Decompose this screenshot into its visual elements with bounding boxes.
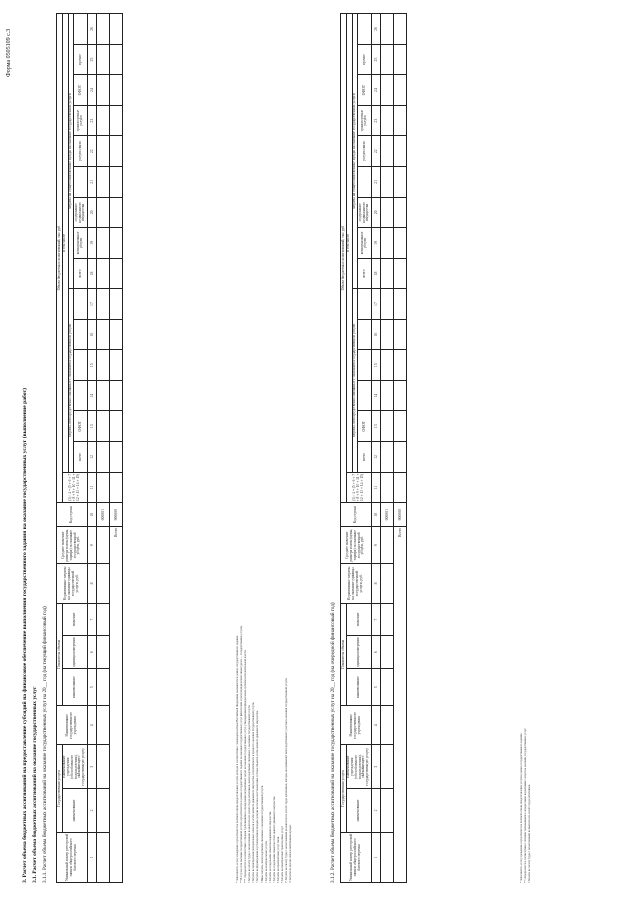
header-vsego: всего bbox=[358, 442, 371, 473]
header-transport: транспортные услуги bbox=[358, 105, 371, 136]
col-num: 13 bbox=[87, 411, 96, 442]
col-num: 17 bbox=[87, 289, 96, 320]
footnote: ⁷ Затраты на содержание объектов особо ценного движимого имущества. bbox=[272, 795, 276, 883]
header-cell bbox=[74, 14, 87, 45]
header-naim-uchr: Наименование государственного учреждения bbox=[57, 706, 88, 745]
footnotes-block-2 bbox=[520, 343, 532, 883]
header-cell bbox=[358, 319, 371, 350]
footnote: ² Затраты на приобретение материальных запасов и особо ценного движимого имущества, потребляемого в процессе оказания государственной услуги. bbox=[252, 701, 256, 883]
col-num: 19 bbox=[87, 228, 96, 259]
col-num: 21 bbox=[371, 167, 380, 198]
header-naim-uchr: Наименование государственного учреждения bbox=[341, 706, 372, 745]
footnote: ⁹ Затраты на приобретение транспортных услуг. bbox=[281, 825, 285, 883]
col-num: 23 bbox=[87, 105, 96, 136]
col-num: 9 bbox=[371, 527, 380, 564]
col-num: 26 bbox=[371, 14, 380, 45]
col-num: 7 bbox=[87, 603, 96, 636]
header-svyaz: услуги связи bbox=[358, 136, 371, 167]
col-num: 22 bbox=[87, 136, 96, 167]
col-num: 23 bbox=[371, 105, 380, 136]
table2-title: 3.1.2. Расчет объема бюджетных ассигнований на оказание государственных услуг на 20__ год (на очередной финансовый год) bbox=[330, 602, 336, 883]
col-num: 5 bbox=[87, 669, 96, 706]
footnote: ¹ Затраты на оплату труда с начислениями на выплаты по оплате труда работников, непосредственно связанных с оказанием государственной услуги. bbox=[248, 704, 252, 883]
row-code: 900000 bbox=[393, 503, 406, 527]
header-naim-pok: наименование bbox=[346, 669, 371, 706]
col-num: 22 bbox=[371, 136, 380, 167]
header-kom-usl: коммунальные услуги bbox=[74, 228, 87, 259]
header-pokazatel: Показатель объема bbox=[341, 603, 347, 706]
col-num: 24 bbox=[87, 75, 96, 106]
total-label: Всего bbox=[109, 527, 122, 883]
header-naimenovanie: наименование bbox=[346, 789, 371, 833]
header-zatraty-okaz: затраты, непосредственно связанные с оказанием государственной услуги bbox=[68, 289, 74, 472]
header-zatraty-obshie: затраты на общехозяйственные нужды на оказание государственной услуги bbox=[352, 14, 358, 289]
col-num: 12 bbox=[87, 442, 96, 473]
footnote: * Заполняется, если учреждение осуществляет на платной основе предоставление услуги в рамках государственного задания. bbox=[520, 732, 523, 883]
header-sred-znach: Среднее значение размера платы (цены, тарифа) за оказание государственной услуги, руб. bbox=[57, 527, 88, 564]
header-sred-znach: Среднее значение размера платы (цены, тарифа) за оказание государственной услуги, руб. bbox=[341, 527, 372, 564]
header-kod-str: Код строки bbox=[57, 503, 88, 527]
column-number-row bbox=[87, 14, 96, 883]
col-num: 1 bbox=[371, 832, 380, 882]
footnote: ⁸ Затраты на приобретение услуг связи. bbox=[276, 836, 280, 883]
header-cell bbox=[358, 350, 371, 381]
col-num: 26 bbox=[87, 14, 96, 45]
footnotes-block bbox=[236, 343, 293, 883]
header-cell bbox=[358, 14, 371, 45]
header-soderzh: содержание недвижимого имущества bbox=[358, 197, 371, 228]
col-num: 18 bbox=[371, 258, 380, 289]
header-ustanovlennye: Наименование учреждения (обособленного подразделения), оказывающего государственную услугу bbox=[346, 745, 371, 789]
header-prochie: прочие bbox=[358, 44, 371, 75]
col-num: 18 bbox=[87, 258, 96, 289]
col-num: 14 bbox=[371, 380, 380, 411]
table1-title: 3.1.1. Расчет объема бюджетных ассигнований на оказание государственных услуг на 20__ год (на текущий финансовый год) bbox=[42, 606, 48, 883]
header-normativ: Нормативные затраты на оказание единицы государственной услуги, руб. bbox=[341, 564, 372, 603]
col-num: 13 bbox=[371, 411, 380, 442]
header-kom-usl: коммунальные услуги bbox=[358, 228, 371, 259]
col-num: 8 bbox=[371, 564, 380, 603]
header-ofot: ОФОТ bbox=[358, 75, 371, 106]
header-svyaz: услуги связи bbox=[74, 136, 87, 167]
form-code: Форма 0505109 с.3 bbox=[6, 28, 12, 77]
col-num: 16 bbox=[87, 319, 96, 350]
row-code: 000001 bbox=[380, 503, 393, 527]
header-uin: Уникальный номер реестровой записи общероссийского базового перечня bbox=[341, 832, 372, 882]
column-number-row bbox=[371, 14, 380, 883]
header-cell bbox=[358, 380, 371, 411]
col-num: 9 bbox=[87, 527, 96, 564]
col-num: 11 bbox=[87, 472, 96, 503]
header-naim-pok: наименование bbox=[62, 669, 87, 706]
col-num: 4 bbox=[87, 706, 96, 745]
header-ofot: ОФОТ bbox=[74, 411, 87, 442]
col-num: 5 bbox=[371, 669, 380, 706]
col-num: 24 bbox=[371, 75, 380, 106]
col-num: 6 bbox=[87, 636, 96, 669]
header-cell bbox=[74, 380, 87, 411]
header-vsego: всего bbox=[74, 442, 87, 473]
header-vsego: всего bbox=[74, 258, 87, 289]
header-uin: Уникальный номер реестровой записи общероссийского базового перечня bbox=[57, 832, 88, 882]
table-row bbox=[380, 14, 393, 883]
header-obem: Объем бюджетных ассигнований, тыс руб bbox=[57, 14, 63, 503]
header-pokazatel: Показатель объема bbox=[57, 603, 63, 706]
header-gos-usluga: Государственная услуга bbox=[57, 745, 63, 832]
header-vsego-formula: (3) / 4 = (5 + 6 + 7 + 8 + 9 + 10 + 11 + 12 + 13 + 14 + 15) bbox=[62, 472, 87, 503]
header-cell bbox=[74, 319, 87, 350]
row-code: 900000 bbox=[109, 503, 122, 527]
header-gos-usluga: Государственная услуга bbox=[341, 745, 347, 832]
footnote: ** В случае если оказание государственной услуги осуществляется в рамках государственного задания на оказание государственных услуг физическим и (или) юридическим лицам (далее — государственная услуга). bbox=[240, 625, 244, 883]
col-num: 11 bbox=[371, 472, 380, 503]
footnote: ⁴ Иные затраты, непосредственно связанные с оказанием государственной услуги. bbox=[260, 784, 264, 883]
col-num: 17 bbox=[371, 289, 380, 320]
table-row bbox=[96, 14, 109, 883]
header-znachenie: значение bbox=[346, 603, 371, 636]
header-v-tom-chisle: в том числе bbox=[62, 14, 68, 473]
row-code: 000001 bbox=[96, 503, 109, 527]
footnote: ⁵ Затраты на коммунальные услуги. bbox=[264, 840, 268, 883]
header-normativ: Нормативные затраты на оказание единицы государственной услуги, руб. bbox=[57, 564, 88, 603]
col-num: 25 bbox=[87, 44, 96, 75]
header-obem: Объем бюджетных ассигнований, тыс руб bbox=[341, 14, 347, 503]
header-cell bbox=[74, 167, 87, 198]
col-num: 25 bbox=[371, 44, 380, 75]
col-num: 21 bbox=[87, 167, 96, 198]
footnote: ** Определяется в соответствии с общими требованиями к определению нормативных затрат на оказание государственных услуг. bbox=[524, 727, 528, 883]
header-ustanovlennye: Наименование учреждения (обособленного подразделения), оказывающего государственную услугу bbox=[62, 745, 87, 789]
footnote: ¹ Затраты на оплату труда с начислениями на выплаты по оплате труда работников. bbox=[528, 784, 532, 883]
calculation-table-current-year bbox=[56, 13, 123, 883]
header-cell bbox=[74, 350, 87, 381]
calculation-table-next-year bbox=[340, 13, 407, 883]
header-zatraty-okaz: затраты, непосредственно связанные с оказанием государственной услуги bbox=[352, 289, 358, 472]
header-zatraty-obshie: затраты на общехозяйственные нужды на оказание государственной услуги bbox=[68, 14, 74, 289]
header-ed-izm: единица измерения bbox=[62, 636, 87, 669]
col-num: 10 bbox=[87, 503, 96, 527]
col-num: 14 bbox=[87, 380, 96, 411]
footnote: ³ Затраты на формирование в установленном порядке резерва на полное восстановление состава объектов особо ценного движимого имущества. bbox=[256, 710, 260, 883]
header-ofot: ОФОТ bbox=[358, 411, 371, 442]
col-num: 3 bbox=[87, 745, 96, 789]
col-num: 7 bbox=[371, 603, 380, 636]
col-num: 3 bbox=[371, 745, 380, 789]
footnote: *** Определяется в соответствии с общими требованиями к определению нормативных затрат на оказание государственных услуг, утвержденными федеральным органом исполнительной власти. bbox=[244, 649, 248, 883]
header-kod-str: Код строки bbox=[341, 503, 372, 527]
section-title: 3. Расчет объема бюджетных ассигнований на предоставление субсидий на финансовое обеспечение выполнения государственного задания на оказание государственных услуг (выполнение работ) bbox=[22, 387, 28, 883]
header-znachenie: значение bbox=[62, 603, 87, 636]
col-num: 16 bbox=[371, 319, 380, 350]
col-num: 6 bbox=[371, 636, 380, 669]
header-prochie: прочие bbox=[74, 44, 87, 75]
footnote: ⁶ Затраты на содержание объектов недвижимого имущества. bbox=[268, 811, 272, 883]
header-vsego-formula: (3) / 4 = (5 + 6 + 7 + 8 + 9 + 10 + 11 + 12 + 13 + 14 + 15) bbox=[346, 472, 371, 503]
col-num: 19 bbox=[371, 228, 380, 259]
col-num: 20 bbox=[87, 197, 96, 228]
col-num: 4 bbox=[371, 706, 380, 745]
header-soderzh: содержание недвижимого имущества bbox=[74, 197, 87, 228]
col-num: 2 bbox=[371, 789, 380, 833]
header-transport: транспортные услуги bbox=[74, 105, 87, 136]
footnote: ¹¹ Затраты на прочие общехозяйственные нужды. bbox=[289, 824, 293, 883]
col-num: 10 bbox=[371, 503, 380, 527]
header-cell bbox=[358, 167, 371, 198]
col-num: 1 bbox=[87, 832, 96, 882]
subsection-title: 3.1. Расчет объема бюджетных ассигнований на оказание государственных услуг bbox=[32, 686, 38, 883]
header-vsego: всего bbox=[358, 258, 371, 289]
header-v-tom-chisle: в том числе bbox=[346, 14, 352, 473]
header-ed-izm: единица измерения bbox=[346, 636, 371, 669]
col-num: 2 bbox=[87, 789, 96, 833]
header-ofot: ОФОТ bbox=[74, 75, 87, 106]
total-label: Всего bbox=[393, 527, 406, 883]
footnote: ¹⁰ Затраты на оплату труда с начислениями на выплаты по оплате труда работников, которые не принимают непосредственного участия в оказании государственной услуги. bbox=[285, 677, 289, 883]
col-num: 12 bbox=[371, 442, 380, 473]
total-row bbox=[393, 14, 406, 883]
header-cell bbox=[358, 289, 371, 320]
col-num: 15 bbox=[371, 350, 380, 381]
col-num: 20 bbox=[371, 197, 380, 228]
header-naimenovanie: наименование bbox=[62, 789, 87, 833]
footnote: * Заполняется, если учреждение осуществляет на платной основе предоставление услуги, которая в соответствии с законодательством Российской Федерации оказывается в рамках государственного задания. bbox=[236, 635, 239, 883]
col-num: 8 bbox=[87, 564, 96, 603]
col-num: 15 bbox=[87, 350, 96, 381]
header-cell bbox=[74, 289, 87, 320]
total-row bbox=[109, 14, 122, 883]
